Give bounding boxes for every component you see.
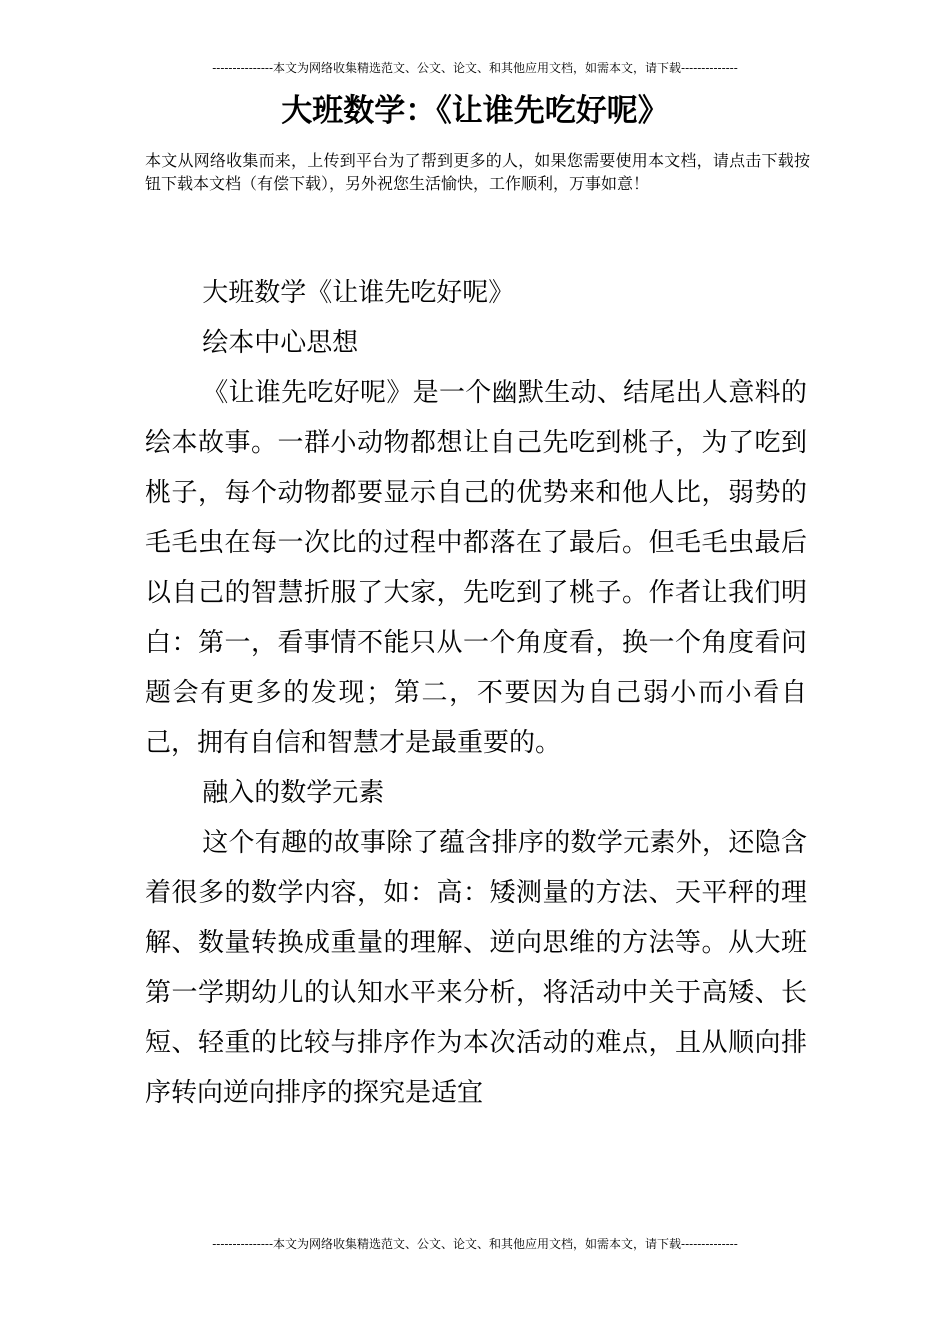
paragraph-math-elements: 这个有趣的故事除了蕴含排序的数学元素外，还隐含着很多的数学内容，如：高：矮测量的方法、天平秤的理解、数量转换成重量的理解、逆向思维的方法等。从大班第一学期幼儿的认知水平来分析，将活动中关于高矮、长短、轻重的比较与排序作为本次活动的难点，且从顺向排序转向逆向排序的探究是适宜 — [145, 828, 807, 1108]
article-subtitle: 大班数学《让谁先吃好呢》 — [202, 278, 515, 308]
article-body — [145, 268, 807, 1118]
header-banner: ---------------本文为网络收集精选范文、公文、论文、和其他应用文档，如需本文，请下载-------------- — [212, 61, 738, 75]
paragraph-central-idea: 《让谁先吃好呢》是一个幽默生动、结尾出人意料的绘本故事。一群小动物都想让自己先吃到桃子，为了吃到桃子，每个动物都要显示自己的优势来和他人比，弱势的毛毛虫在每一次比的过程中都落在了最后。但毛毛虫最后以自己的智慧折服了大家，先吃到了桃子。作者让我们明白：第一，看事情不能只从一个角度看，换一个角度看问题会有更多的发现；第二，不要因为自己弱小而小看自己，拥有自信和智慧才是最重要的。 — [145, 378, 807, 758]
footer-banner: ---------------本文为网络收集精选范文、公文、论文、和其他应用文档，如需本文，请下载-------------- — [212, 1237, 738, 1251]
download-notice: 本文从网络收集而来，上传到平台为了帮到更多的人，如果您需要使用本文档，请点击下载按钮下载本文档（有偿下载），另外祝您生活愉快，工作顺利，万事如意！ — [145, 151, 810, 193]
section-heading-math-elements: 融入的数学元素 — [202, 778, 385, 808]
page-title: 大班数学：《让谁先吃好呢》 — [281, 93, 669, 129]
section-heading-central-idea: 绘本中心思想 — [202, 328, 359, 358]
